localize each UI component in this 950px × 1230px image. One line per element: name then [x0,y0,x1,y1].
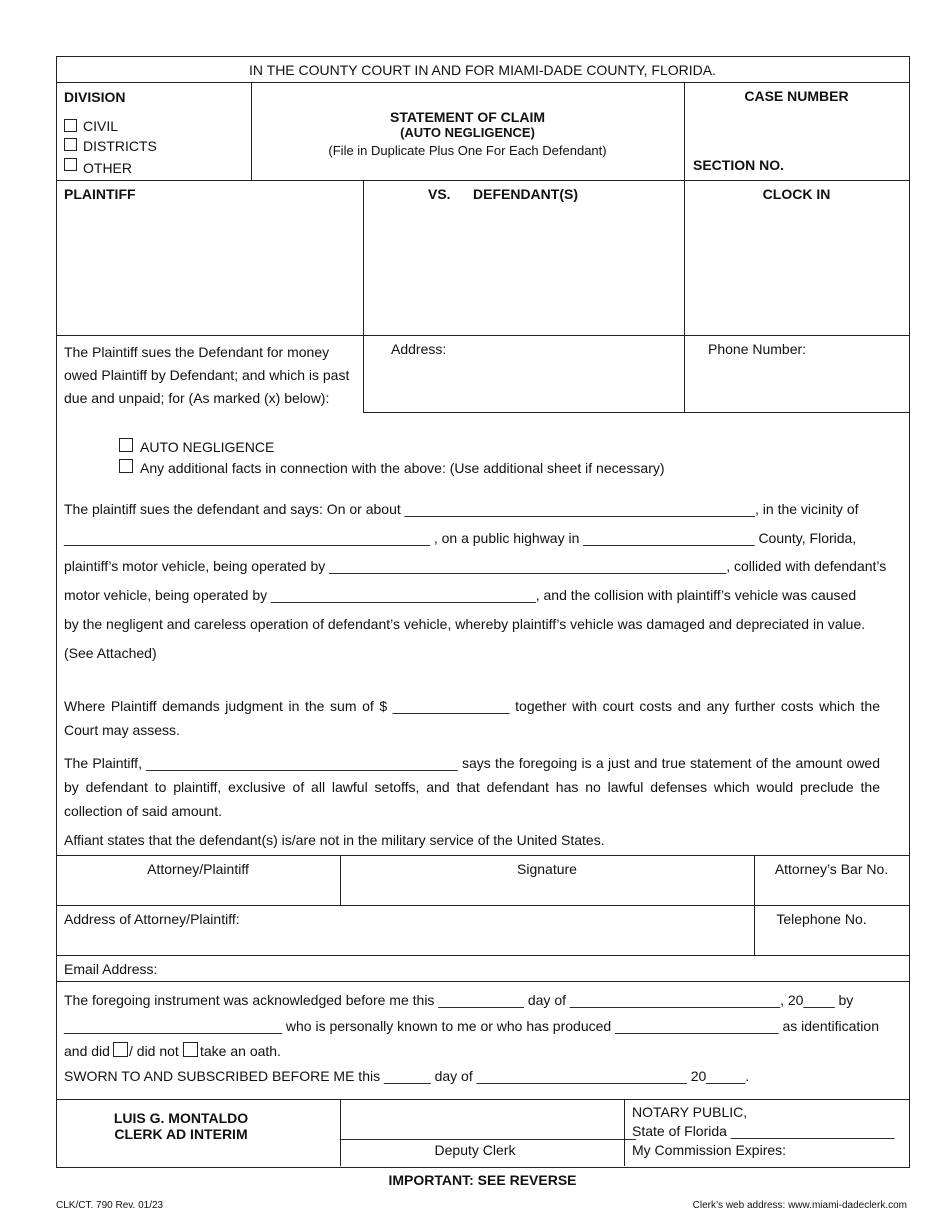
rule [56,981,909,982]
sworn-statement: SWORN TO AND SUBSCRIBED BEFORE ME this ______ day of ___________________________ 20_____. [64,1068,750,1084]
clerk-name: LUIS G. MONTALDO [113,1110,249,1126]
did-not-checkbox[interactable] [183,1042,198,1057]
body-line-3: plaintiff’s motor vehicle, being operated by ___________________________________________________, collided with defendant’s [64,558,887,574]
rule [56,1099,909,1100]
defendant-area[interactable] [367,205,681,330]
division-label: DIVISION [64,89,126,105]
body-line-5: by the negligent and careless operation of defendant’s vehicle, whereby plaintiff’s vehicle was damaged and depreciated in value. [64,616,866,632]
clerk-title: CLERK AD INTERIM [114,1126,248,1142]
did-not-label: / did not [129,1043,179,1059]
sues-line-1: The Plaintiff sues the Defendant for money [64,344,330,360]
auto-negligence-label: AUTO NEGLIGENCE [140,439,275,455]
notary-label: NOTARY PUBLIC, [632,1104,748,1120]
additional-facts-label: Any additional facts in connection with the above: (Use additional sheet if necessary) [140,460,665,476]
rule [56,905,909,906]
sues-line-2: owed Plaintiff by Defendant; and which is past [64,367,350,383]
form-id: CLK/CT. 790 Rev. 01/23 [56,1200,164,1211]
deputy-signature-line: ______________________________________ [340,1124,636,1140]
and-did-label: and did [64,1043,110,1059]
rule [56,82,909,83]
acknowledgment-line-1: The foregoing instrument was acknowledged before me this ___________ day of ___________________________, 20____ by [64,992,854,1008]
address-label: Address: [391,341,447,357]
court-heading: IN THE COUNTY COURT IN AND FOR MIAMI-DADE COUNTY, FLORIDA. [249,62,716,78]
plaintiff-area[interactable] [60,205,360,330]
case-number-label: CASE NUMBER [744,88,849,104]
deputy-clerk-label: Deputy Clerk [434,1142,516,1158]
civil-checkbox[interactable] [64,119,77,132]
districts-checkbox[interactable] [64,138,77,151]
form-subtitle: (AUTO NEGLIGENCE) [400,125,535,140]
did-checkbox[interactable] [113,1042,128,1057]
districts-label: DISTRICTS [83,138,157,154]
vs-label: VS. [428,186,451,202]
rule [684,180,685,412]
form-title: STATEMENT OF CLAIM [389,109,546,125]
affiant-statement: Affiant states that the defendant(s) is/are not in the military service of the United States. [64,832,605,848]
plaintiff-label: PLAINTIFF [64,186,136,202]
demand-paragraph: Where Plaintiff demands judgment in the sum of $ _______________ together with court costs and any further costs which the Court may assess. [64,698,880,738]
phone-label: Phone Number: [708,341,807,357]
sues-line-3: due and unpaid; for (As marked (x) below): [64,390,330,406]
clock-in-label: CLOCK IN [762,186,831,202]
rule [363,412,909,413]
section-label: SECTION NO. [693,157,785,173]
civil-label: CIVIL [83,118,119,134]
body-line-4: motor vehicle, being operated by __________________________________, and the collision with plaintiff’s vehicle was caused [64,587,857,603]
important-notice: IMPORTANT: SEE REVERSE [388,1172,577,1188]
filing-instruction: (File in Duplicate Plus One For Each Defendant) [328,143,607,158]
take-oath-label: take an oath. [200,1043,281,1059]
body-line-6: (See Attached) [64,645,157,661]
email-label: Email Address: [64,961,158,977]
rule [363,180,364,412]
other-label: OTHER [83,160,132,176]
rule [56,335,909,336]
bar-number-label: Attorney’s Bar No. [774,861,889,877]
telephone-label: Telephone No. [776,911,867,927]
other-checkbox[interactable] [64,158,77,171]
clerk-website: Clerk’s web address: www.miami-dadeclerk.com [692,1200,907,1211]
signature-label: Signature [517,861,577,877]
additional-facts-checkbox[interactable] [119,459,133,473]
state-label: State of Florida _____________________ [632,1123,895,1139]
body-line-1: The plaintiff sues the defendant and says: On or about _____________________________________________, in the vicinity of [64,501,859,517]
commission-label: My Commission Expires: [632,1142,787,1158]
body-line-2: _______________________________________________ , on a public highway in ______________________ County, Florida, [64,530,857,546]
rule [56,855,909,856]
attorney-plaintiff-label: Attorney/Plaintiff [147,861,249,877]
acknowledgment-line-2: ____________________________ who is personally known to me or who has produced _____________________ as identification [64,1018,879,1034]
defendant-label: DEFENDANT(S) [473,186,578,202]
sues-text [64,341,349,410]
rule [56,955,909,956]
auto-negligence-checkbox[interactable] [119,438,133,452]
plaintiff-statement: The Plaintiff, ________________________________________ says the foregoing is a just and true statement of the amount owed by defendant to plaintiff, exclusive of all lawful setoffs, and that defendant has no lawful defenses which would preclude the collection of said amount. [64,755,880,819]
attorney-address-label: Address of Attorney/Plaintiff: [64,911,240,927]
rule [56,180,909,181]
